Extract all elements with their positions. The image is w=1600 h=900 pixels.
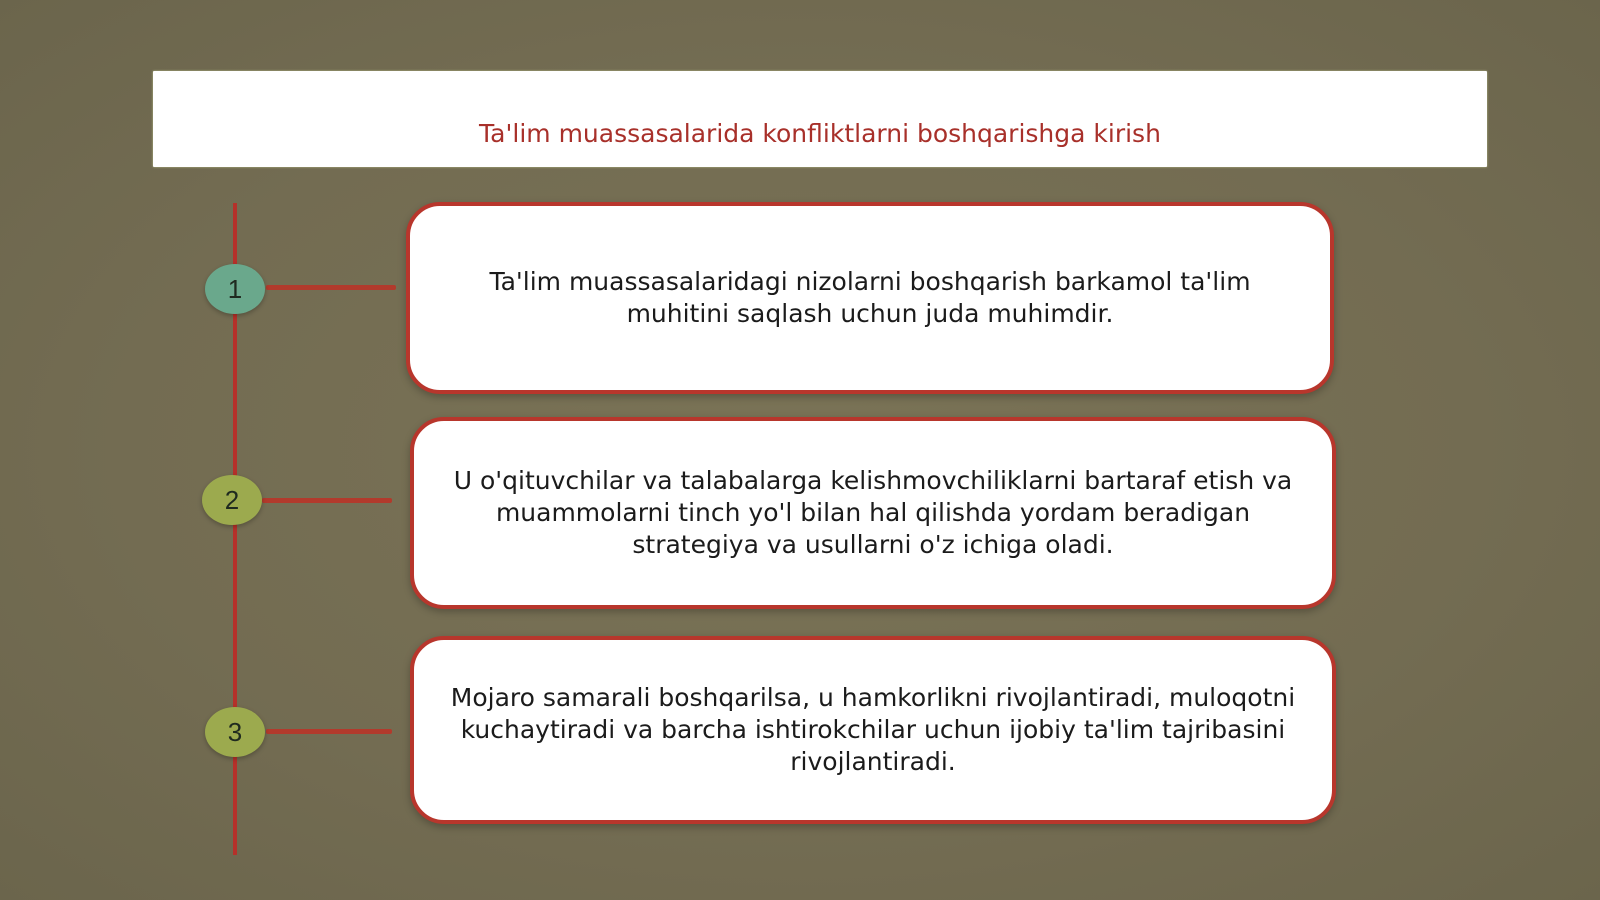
step-card-1 [406, 202, 1334, 394]
slide-title: Ta'lim muassasalarida konfliktlarni boshqarishga kirish [479, 119, 1161, 148]
title-bar [153, 71, 1487, 167]
connector-2 [262, 498, 392, 503]
step-number-badge-2: 2 [202, 475, 262, 525]
connector-1 [266, 285, 396, 290]
connector-3 [266, 729, 392, 734]
step-card-3 [410, 636, 1336, 824]
step-text-3: Mojaro samarali boshqarilsa, u hamkorlikni rivojlantiradi, muloqotni kuchaytiradi va barcha ishtirokchilar uchun ijobiy ta'lim tajribasini rivojlantiradi. [450, 683, 1296, 776]
step-text-1: Ta'lim muassasalaridagi nizolarni boshqarish barkamol ta'lim muhitini saqlash uchun juda muhimdir. [489, 267, 1251, 328]
step-card-2 [410, 417, 1336, 609]
step-text-2: U o'qituvchilar va talabalarga kelishmovchiliklarni bartaraf etish va muammolarni tinch yo'l bilan hal qilishda yordam beradigan strategiya va usullarni o'z ichiga oladi. [453, 466, 1293, 559]
step-number-badge-3: 3 [205, 707, 265, 757]
step-number-badge-1: 1 [205, 264, 265, 314]
